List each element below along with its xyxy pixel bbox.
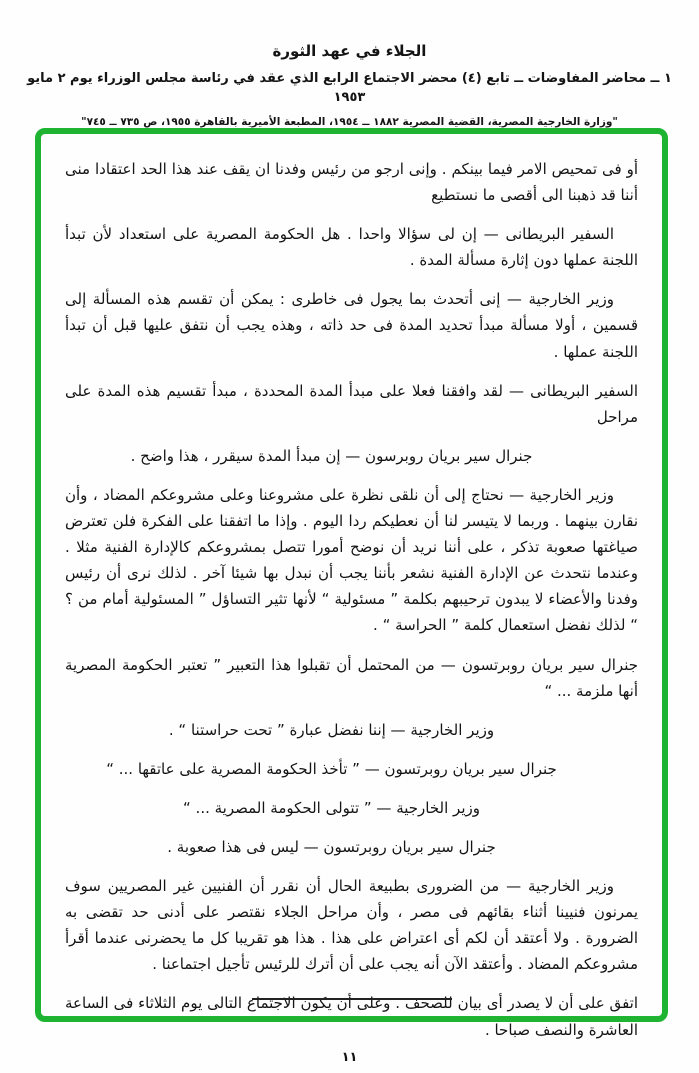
paragraph-7: جنرال سير بريان روبرتسون — من المحتمل أن تقبلوا هذا التعبير ” تعتبر الحكومة المصرية أنها ملزمة ... “ bbox=[65, 655, 638, 700]
paragraph-10: وزير الخارجية — ” تتولى الحكومة المصرية ... “ bbox=[183, 798, 480, 817]
document-body bbox=[65, 156, 638, 1039]
page-number: ١١ bbox=[341, 1050, 358, 1065]
page-header bbox=[0, 0, 699, 129]
book-title: الجلاء في عهد الثورة bbox=[272, 42, 427, 60]
paragraph-1: أو فى تمحيص الامر فيما بينكم . وإنى ارجو من رئيس وفدنا ان يقف عند هذا الحد اعتقادا منى أننا قد ذهبنا الى أقصى ما نستطيع bbox=[65, 160, 638, 205]
paragraph-8: وزير الخارجية — إننا نفضل عبارة ” تحت حراستنا “ . bbox=[168, 720, 495, 739]
source-citation: "وزارة الخارجية المصرية، القضية المصرية ١٨٨٢ ــ ١٩٥٤، المطبعة الأميرية بالقاهرة ١٩٥٥، ص ٧٣٥ ــ ٧٤٥" bbox=[81, 115, 618, 128]
footnote-divider bbox=[252, 998, 452, 1000]
paragraph-9: جنرال سير بريان روبرتسون — ” تأخذ الحكومة المصرية على عاتقها ... “ bbox=[106, 759, 557, 778]
section-heading: ١ ــ محاضر المفاوضات ــ تابع (٤) محضر الاجتماع الرابع الذي عقد في رئاسة مجلس الوزراء يوم ٢ مايو ١٩٥٣ bbox=[27, 71, 672, 105]
paragraph-5: جنرال سير بريان روبرسون — إن مبدأ المدة سيقرر ، هذا واضح . bbox=[130, 446, 533, 465]
paragraph-6: وزير الخارجية — نحتاج إلى أن نلقى نظرة على مشروعنا وعلى مشروعكم المضاد ، وأن نقارن بينهما . وربما لا يتيسر لنا أن نعطيكم ردا اليوم . وإذا ما اتفقنا على الفكرة فلن تعترض صياغتها صعوبة تذكر ، على أننا نريد أن نوضح أمورا تتصل بمشروعكم كالإدارة الفنية مثلا . وعندما نتحدث عن الإدارة الفنية نشعر بأننا يجب أن نبدل بها شيئا آخر . لذلك نرى أن رئيس وفدنا والأعضاء لا يبدون ترحيبهم بكلمة ” مسئولية “ لأنها تثير التساؤل ” المسئولية أمام من ؟ “ لذلك نفضل استعمال كلمة ” الحراسة “ . bbox=[65, 485, 638, 635]
paragraph-4: السفير البريطانى — لقد وافقنا فعلا على مبدأ المدة المحددة ، مبدأ تقسيم هذه المدة على مراحل bbox=[65, 381, 638, 426]
paragraph-11: جنرال سير بريان روبرتسون — ليس فى هذا صعوبة . bbox=[167, 837, 496, 856]
green-highlight-border bbox=[35, 128, 668, 1039]
paragraph-13: اتفق على أن لا يصدر أى بيان للصحف . وعلى أن يكون الاجتماع التالى يوم الثلاثاء فى الساعة العاشرة والنصف صباحا . bbox=[65, 994, 638, 1039]
paragraph-3: وزير الخارجية — إنى أتحدث بما يجول فى خاطرى : يمكن أن تقسم هذه المسألة إلى قسمين ، أولا مسألة مبدأ تحديد المدة فى حد ذاته ، وهذه يجب أن نتفق عليها قبل أن تبدأ اللجنة عملها . bbox=[65, 290, 638, 361]
paragraph-12: وزير الخارجية — من الضرورى بطبيعة الحال أن نقرر أن الفنيين غير المصريين سوف يمرنون فنيينا أثناء بقائهم فى مصر ، وأن مراحل الجلاء نقتصر على أدنى حد تقضى به الضرورة . ولا أعتقد أن لكم أى اعتراض على هذا . هذا هو تقريبا كل ما يحضرنى عندما أقرأ مشروعكم المضاد . وأعتقد الآن أنه يجب على أن أترك للرئيس تأجيل اجتماعنا . bbox=[65, 877, 638, 974]
paragraph-2: السفير البريطانى — إن لى سؤالا واحدا . هل الحكومة المصرية على استعداد لأن تبدأ اللجنة عملها دون إثارة مسألة المدة . bbox=[65, 225, 638, 270]
